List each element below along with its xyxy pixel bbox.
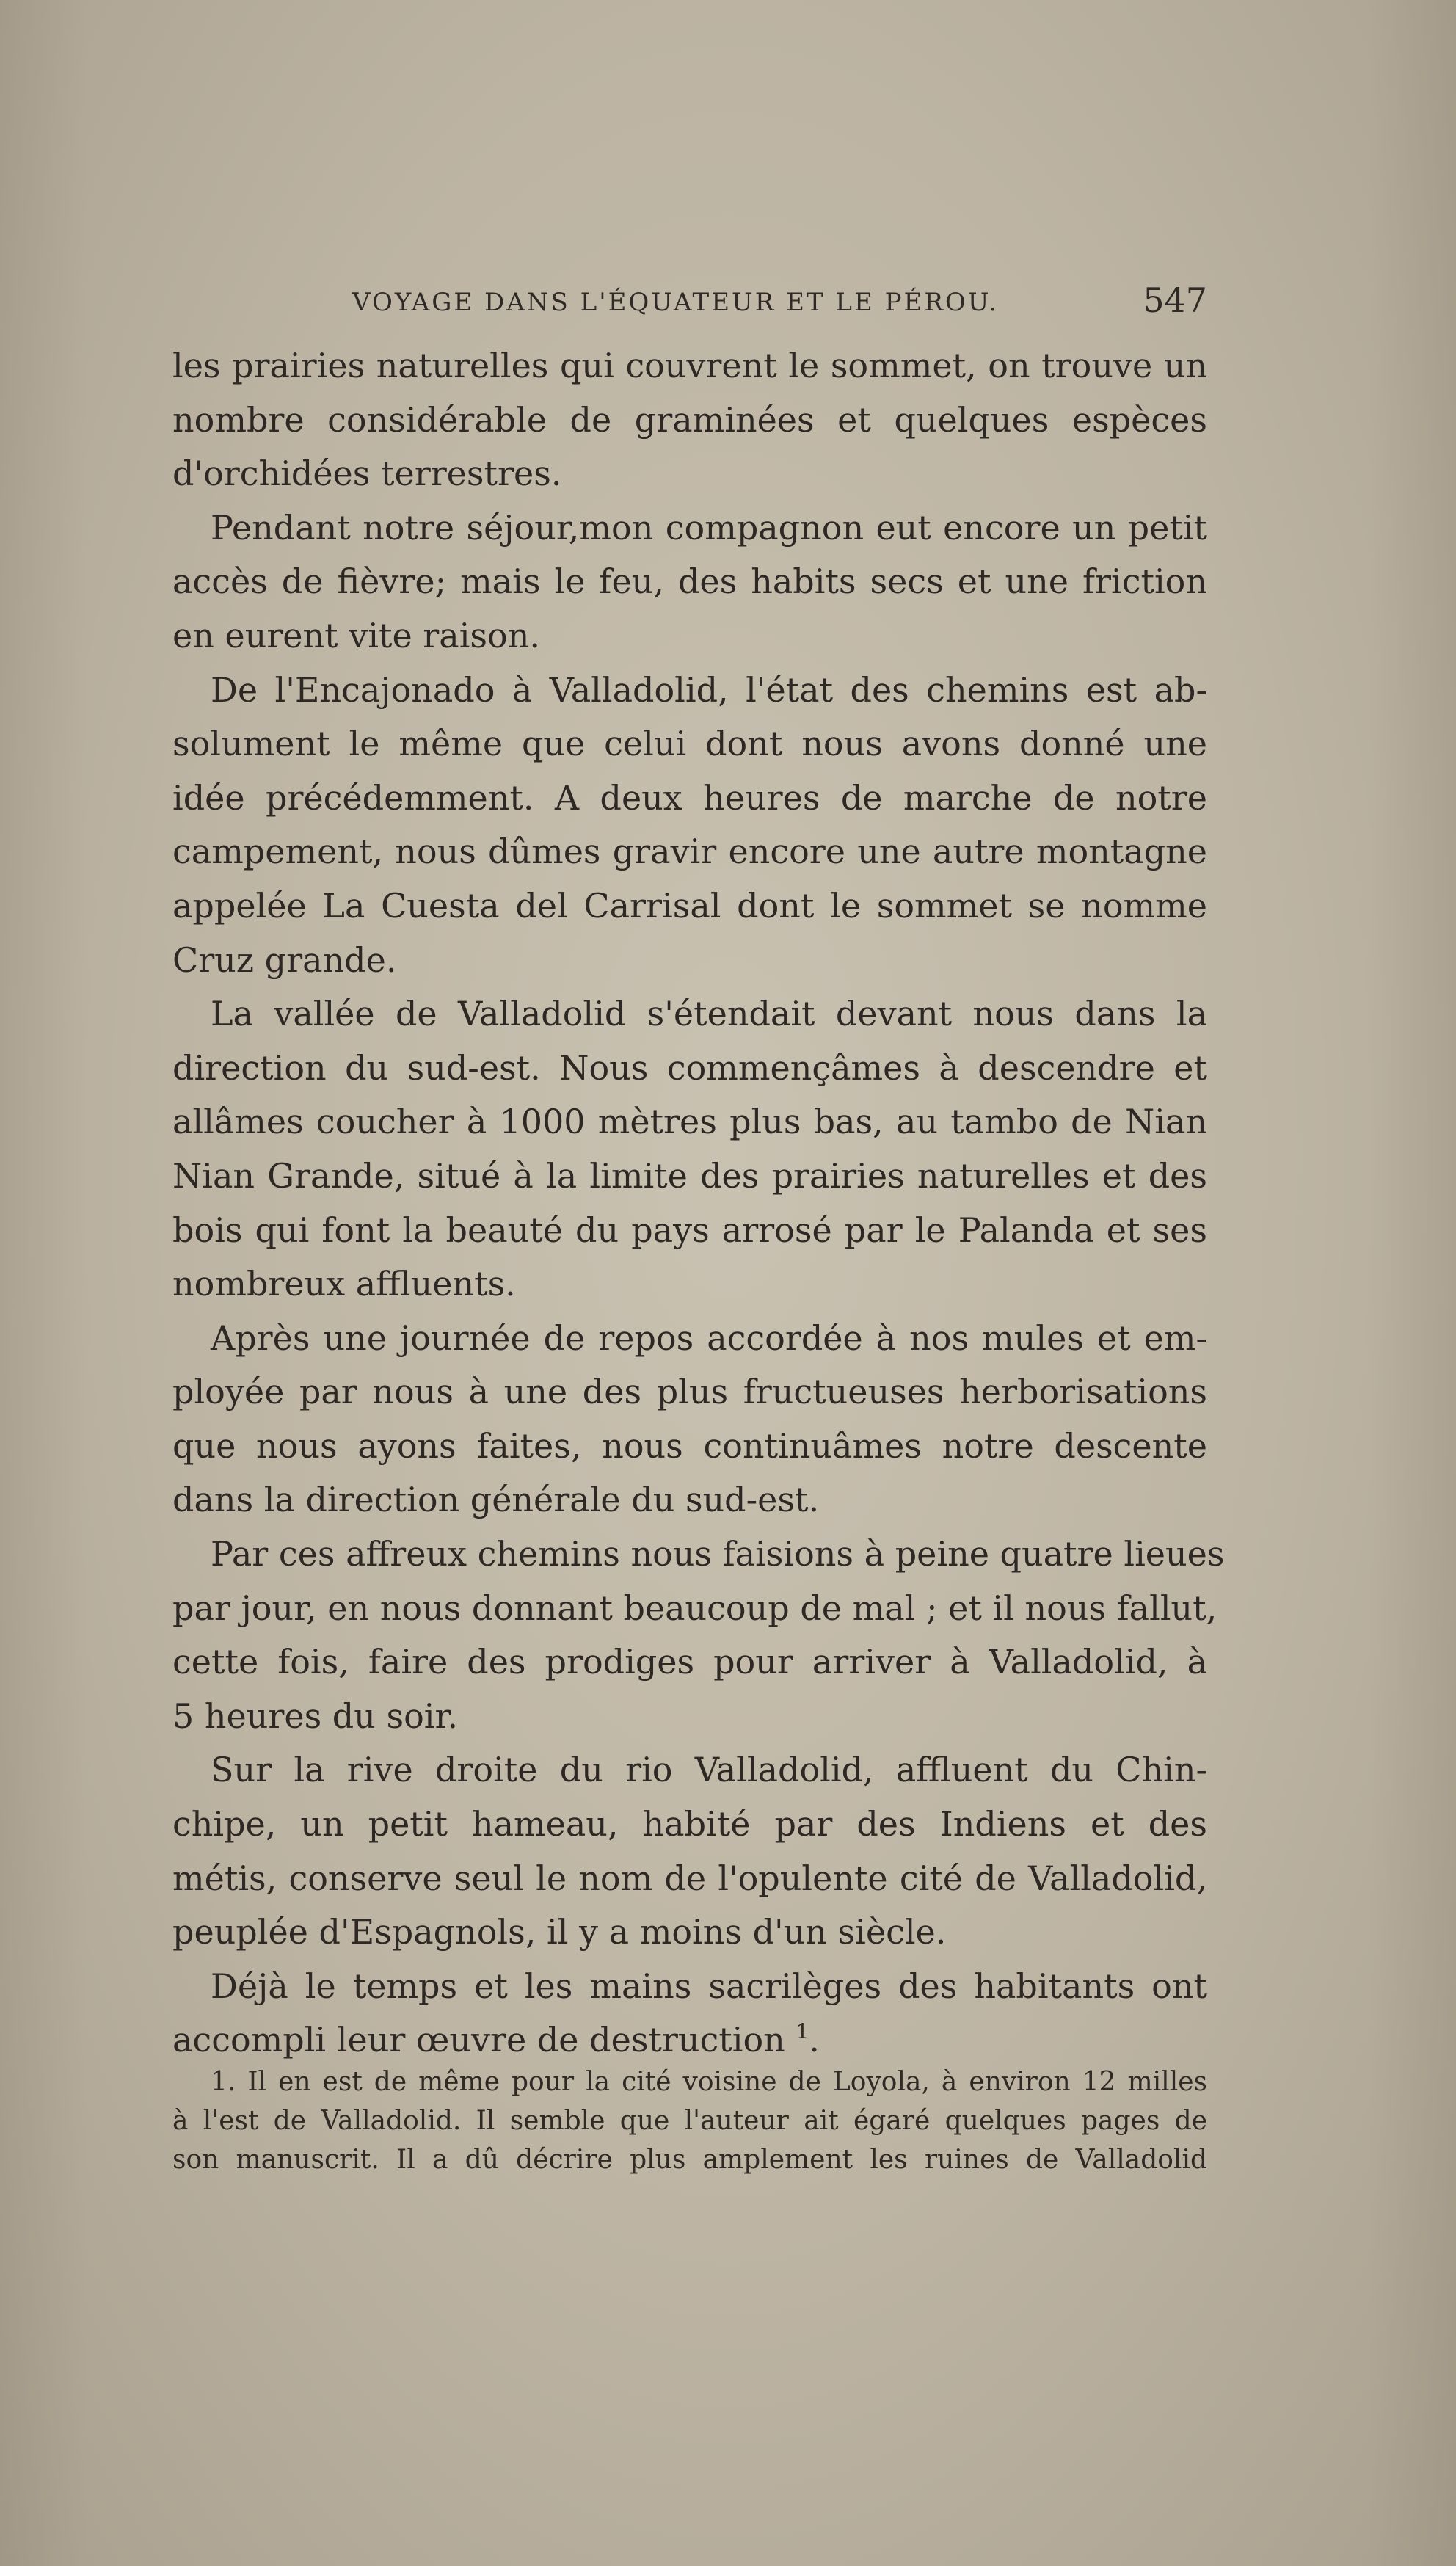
text-line: De l'Encajonado à Valladolid, l'état des chemins est ab- (211, 669, 1207, 710)
body-text (172, 339, 1225, 2068)
text-line: dans la direction générale du sud-est. (172, 1480, 820, 1520)
text-line: chipe, un petit hameau, habité par des Indiens et des (172, 1804, 1207, 1844)
text-line: Après une journée de repos accordée à nos mules et em- (211, 1317, 1207, 1358)
text-line: cette fois, faire des prodiges pour arriver à Valladolid, à (172, 1642, 1207, 1682)
sentence-end: . (809, 2020, 820, 2060)
text-line: accès de fièvre; mais le feu, des habits secs et une friction (172, 561, 1207, 602)
text-line: La vallée de Valladolid s'étendait devant nous dans la (211, 994, 1207, 1034)
text-line: Pendant notre séjour,mon compagnon eut encore un petit (211, 507, 1207, 548)
text-line: appelée La Cuesta del Carrisal dont le sommet se nomme (172, 885, 1207, 926)
text-line: accompli leur œuvre de destruction (172, 2020, 785, 2060)
text-line: d'orchidées terrestres. (172, 454, 562, 494)
page-number: 547 (1143, 280, 1207, 320)
text-line: idée précédemment. A deux heures de marche de notre (172, 777, 1207, 818)
text-line: Sur la rive droite du rio Valladolid, affluent du Chin- (211, 1750, 1207, 1790)
text-line: Par ces affreux chemins nous faisions à peine quatre lieues (211, 1534, 1225, 1574)
text-line: allâmes coucher à 1000 mètres plus bas, au tambo de Nian (172, 1102, 1207, 1142)
text-line: direction du sud-est. Nous commençâmes à descendre et (172, 1047, 1207, 1088)
text-line: Déjà le temps et les mains sacrilèges des habitants ont (211, 1966, 1207, 2006)
text-line: peuplée d'Espagnols, il y a moins d'un siècle. (172, 1912, 947, 1952)
text-line: en eurent vite raison. (172, 615, 540, 655)
text-line: nombre considérable de graminées et quelques espèces (172, 399, 1207, 440)
text-line: campement, nous dûmes gravir encore une autre montagne (172, 832, 1207, 872)
footnote-line: son manuscrit. Il a dû décrire plus amplement les ruines de Valladolid (172, 2145, 1207, 2175)
text-line: Cruz grande. (172, 939, 397, 980)
footnote-line: 1. Il en est de même pour la cité voisine de Loyola, à environ 12 milles (211, 2067, 1207, 2097)
text-line: solument le même que celui dont nous avons donné une (172, 724, 1207, 764)
running-title: VOYAGE DANS L'ÉQUATEUR ET LE PÉROU. (352, 288, 1000, 317)
footnote-marker: 1 (796, 2019, 809, 2044)
page-header (172, 277, 1207, 329)
footnote-line: à l'est de Valladolid. Il semble que l'auteur ait égaré quelques pages de (172, 2106, 1207, 2136)
text-line: par jour, en nous donnant beaucoup de mal ; et il nous fallut, (172, 1588, 1217, 1628)
text-line: 5 heures du soir. (172, 1695, 459, 1736)
text-line: bois qui font la beauté du pays arrosé par le Palanda et ses (172, 1210, 1207, 1250)
text-line: nombreux affluents. (172, 1264, 516, 1304)
text-line-with-footnote (172, 2013, 1207, 2068)
text-line: Nian Grande, situé à la limite des prairies naturelles et des (172, 1155, 1207, 1196)
text-line: les prairies naturelles qui couvrent le sommet, on trouve un (172, 346, 1207, 385)
text-line: métis, conserve seul le nom de l'opulente cité de Valladolid, (172, 1858, 1207, 1898)
text-line: ployée par nous à une des plus fructueuses herborisations (172, 1372, 1207, 1412)
text-line: que nous ayons faites, nous continuâmes notre descente (172, 1425, 1207, 1466)
footnotes (172, 2062, 1207, 2179)
